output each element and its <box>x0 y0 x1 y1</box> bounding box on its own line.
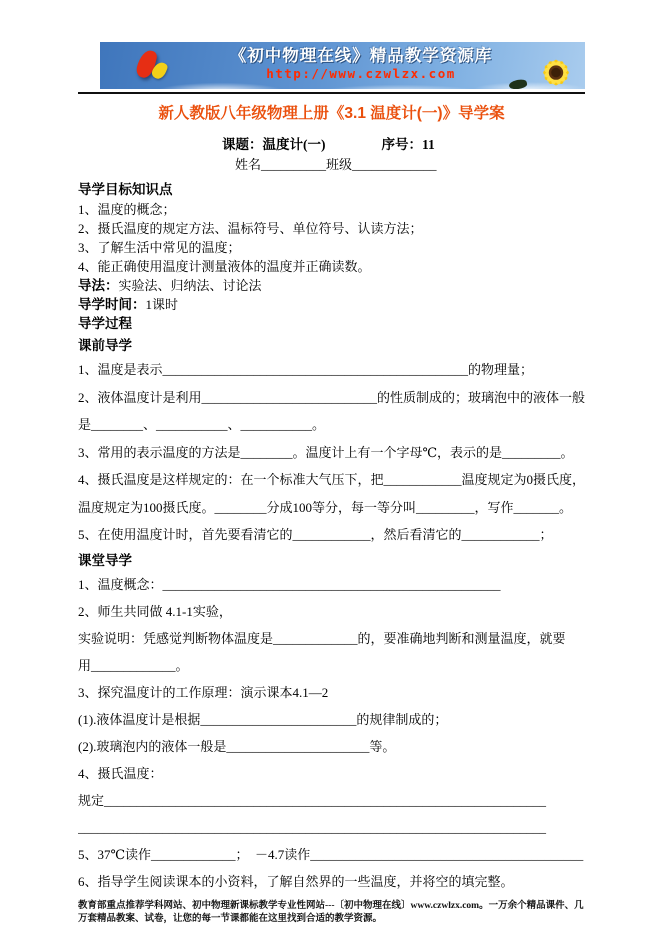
methods-text: 实验法、归纳法、讨论法 <box>118 278 262 293</box>
pre-class-line: 是________、___________、___________。 <box>78 417 326 432</box>
in-class-line: (1).液体温度计是根据________________________的规律制成的； <box>78 711 448 727</box>
methods-label: 导法： <box>78 278 119 293</box>
goal-item: 3、了解生活中常见的温度； <box>78 240 241 255</box>
process-heading: 导学过程 <box>78 316 132 331</box>
divider-line <box>78 92 585 94</box>
in-class-line: 5、37℃读作_____________； －4.7读作__________________________________________ <box>78 846 584 862</box>
in-class-line: 1、温度概念：____________________________________________________ <box>78 576 501 592</box>
lesson-serial: 序号：11 <box>381 137 435 152</box>
methods-line <box>78 276 585 295</box>
in-class-line: 规定____________________________________________________________________ <box>78 792 547 808</box>
pre-class-line: 温度规定为100摄氏度。________分成100等分，每一等分叫_________，写作_______。 <box>78 499 573 515</box>
banner-site-url: http://www.czwlzx.com <box>266 66 456 81</box>
site-banner <box>100 42 585 89</box>
sunflower-icon <box>529 47 583 89</box>
in-class-line: 实验说明：凭感觉判断物体温度是_____________的，要准确地判断和测量温度，就要 <box>78 630 566 646</box>
footer-note: 教育部重点推荐学科网站、初中物理新课标教学专业性网站---〔初中物理在线〕www.czwlzx.com。一万余个精品课件、几万套精品教案、试卷，让您的每一节课都能在这里找到合适的教学资源。 <box>78 900 584 924</box>
pre-class-line: 1、温度是表示_______________________________________________的物理量； <box>78 362 534 377</box>
name-class-line: 姓名__________班级_____________ <box>235 157 437 172</box>
goal-item: 1、温度的概念； <box>78 202 176 217</box>
in-class-line: ________________________________________________________________________ <box>78 819 546 835</box>
in-class-line: 用_____________。 <box>78 657 189 673</box>
banner-text <box>196 46 526 82</box>
lesson-header-line <box>222 136 585 154</box>
lesson-topic: 课题：温度计(一) <box>222 137 326 152</box>
in-class-line: 2、师生共同做 4.1-1实验， <box>78 603 232 619</box>
goals-heading: 导学目标知识点 <box>78 182 173 197</box>
page-title: 新人教版八年级物理上册《3.1 温度计(一)》导学案 <box>158 105 505 122</box>
banner-site-title: 《初中物理在线》精品教学资源库 <box>229 47 493 65</box>
time-label: 导学时间： <box>78 297 146 312</box>
in-class-heading: 课堂导学 <box>78 552 132 568</box>
pre-class-line: 5、在使用温度计时，首先要看清它的____________，然后看清它的____________； <box>78 527 553 542</box>
in-class-line: (2).玻璃泡内的液体一般是______________________等。 <box>78 738 396 754</box>
time-text: 1课时 <box>145 297 179 312</box>
goal-item: 2、摄氏温度的规定方法、温标符号、单位符号、认读方法； <box>78 221 423 236</box>
pre-class-heading: 课前导学 <box>78 338 132 353</box>
pre-class-line: 3、常用的表示温度的方法是________。温度计上有一个字母℃，表示的是_________。 <box>78 444 574 460</box>
site-logo-icon <box>138 48 172 84</box>
pre-class-line: 4、摄氏温度是这样规定的：在一个标准大气压下，把____________温度规定为0摄氏度， <box>78 472 585 487</box>
in-class-line: 6、指导学生阅读课本的小资料，了解自然界的一些温度，并将空的填完整。 <box>78 873 514 889</box>
goal-item: 4、能正确使用温度计测量液体的温度并正确读数。 <box>78 259 371 274</box>
time-line <box>78 295 585 314</box>
in-class-line: 4、摄氏温度： <box>78 765 163 781</box>
in-class-line: 3、探究温度计的工作原理：演示课本4.1—2 <box>78 684 329 700</box>
pre-class-line: 2、液体温度计是利用___________________________的性质制成的；玻璃泡中的液体一般 <box>78 389 585 405</box>
